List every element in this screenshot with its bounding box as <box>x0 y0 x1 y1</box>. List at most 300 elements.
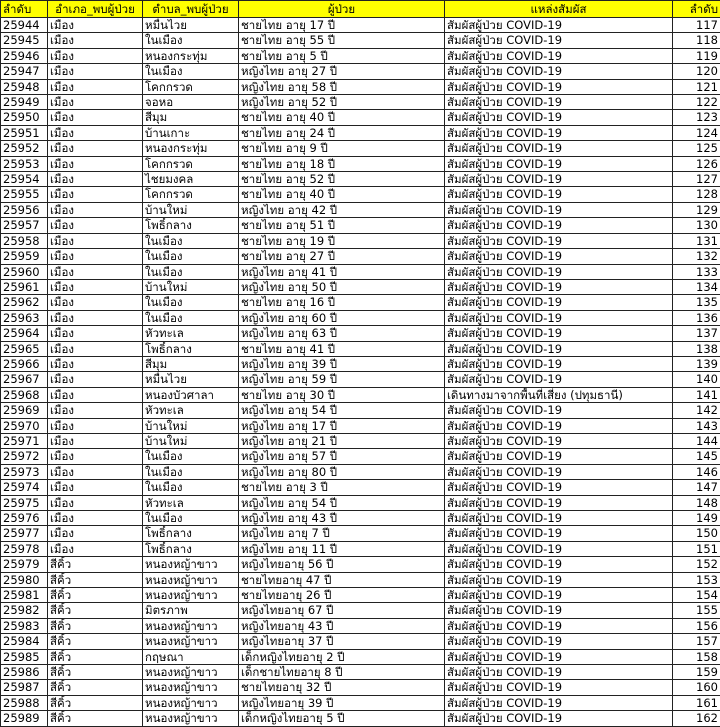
case-number-cell: 25958 <box>1 233 48 248</box>
table-row <box>1 264 720 279</box>
case-number-cell: 25961 <box>1 279 48 294</box>
district-cell: เมือง <box>48 95 143 110</box>
case-number-cell: 25979 <box>1 557 48 572</box>
case-number-cell: 25965 <box>1 341 48 356</box>
table-row <box>1 495 720 510</box>
subdistrict-cell: ไชยมงคล <box>143 172 239 187</box>
subdistrict-cell: หนองหญ้าขาว <box>143 634 239 649</box>
subdistrict-cell: โพธิ์กลาง <box>143 526 239 541</box>
table-row <box>1 202 720 217</box>
district-cell: เมือง <box>48 526 143 541</box>
patient-cell: เด็กหญิงไทยอายุ 2 ปี <box>239 649 445 664</box>
subdistrict-cell: หนองบัวศาลา <box>143 387 239 402</box>
case-number-cell: 25986 <box>1 665 48 680</box>
header-patient: ผู้ป่วย <box>239 1 445 18</box>
sequence-cell: 129 <box>673 202 720 217</box>
sequence-cell: 134 <box>673 279 720 294</box>
table-row <box>1 588 720 603</box>
subdistrict-cell: หนองหญ้าขาว <box>143 588 239 603</box>
exposure-source-cell: สัมผัสผู้ป่วย COVID-19 <box>445 511 673 526</box>
sequence-cell: 138 <box>673 341 720 356</box>
table-row <box>1 403 720 418</box>
district-cell: เมือง <box>48 495 143 510</box>
district-cell: เมือง <box>48 48 143 63</box>
patient-cell: หญิงไทย อายุ 60 ปี <box>239 310 445 325</box>
exposure-source-cell: สัมผัสผู้ป่วย COVID-19 <box>445 618 673 633</box>
subdistrict-cell: หนองหญ้าขาว <box>143 618 239 633</box>
table-row <box>1 372 720 387</box>
patient-cell: ชายไทย อายุ 55 ปี <box>239 33 445 48</box>
patient-cell: หญิงไทย อายุ 58 ปี <box>239 79 445 94</box>
table-body <box>1 18 720 727</box>
patient-cell: ชายไทย อายุ 24 ปี <box>239 125 445 140</box>
case-number-cell: 25948 <box>1 79 48 94</box>
patient-cell: หญิงไทย อายุ 57 ปี <box>239 449 445 464</box>
case-number-cell: 25944 <box>1 18 48 33</box>
district-cell: เมือง <box>48 187 143 202</box>
patient-cell: ชายไทย อายุ 27 ปี <box>239 249 445 264</box>
sequence-cell: 158 <box>673 649 720 664</box>
district-cell: เมือง <box>48 218 143 233</box>
sequence-cell: 145 <box>673 449 720 464</box>
table-row <box>1 680 720 695</box>
sequence-cell: 126 <box>673 156 720 171</box>
district-cell: สีคิ้ว <box>48 665 143 680</box>
subdistrict-cell: ในเมือง <box>143 511 239 526</box>
district-cell: สีคิ้ว <box>48 711 143 726</box>
subdistrict-cell: บ้านใหม่ <box>143 433 239 448</box>
patient-cell: หญิงไทย อายุ 27 ปี <box>239 64 445 79</box>
patient-cell: หญิงไทยอายุ 39 ปี <box>239 695 445 710</box>
district-cell: เมือง <box>48 403 143 418</box>
district-cell: เมือง <box>48 141 143 156</box>
case-number-cell: 25977 <box>1 526 48 541</box>
exposure-source-cell: สัมผัสผู้ป่วย COVID-19 <box>445 110 673 125</box>
sequence-cell: 133 <box>673 264 720 279</box>
case-number-cell: 25989 <box>1 711 48 726</box>
subdistrict-cell: ในเมือง <box>143 264 239 279</box>
case-number-cell: 25960 <box>1 264 48 279</box>
table-row <box>1 249 720 264</box>
exposure-source-cell: สัมผัสผู้ป่วย COVID-19 <box>445 326 673 341</box>
table-row <box>1 187 720 202</box>
patient-cell: หญิงไทย อายุ 54 ปี <box>239 495 445 510</box>
district-cell: เมือง <box>48 18 143 33</box>
table-row <box>1 356 720 371</box>
patient-cell: หญิงไทย อายุ 42 ปี <box>239 202 445 217</box>
district-cell: เมือง <box>48 341 143 356</box>
exposure-source-cell: สัมผัสผู้ป่วย COVID-19 <box>445 526 673 541</box>
district-cell: เมือง <box>48 110 143 125</box>
table-row <box>1 233 720 248</box>
subdistrict-cell: หมื่นไวย <box>143 18 239 33</box>
table-row <box>1 449 720 464</box>
case-number-cell: 25982 <box>1 603 48 618</box>
exposure-source-cell: สัมผัสผู้ป่วย COVID-19 <box>445 649 673 664</box>
patient-cell: หญิงไทยอายุ 56 ปี <box>239 557 445 572</box>
case-number-cell: 25976 <box>1 511 48 526</box>
exposure-source-cell: สัมผัสผู้ป่วย COVID-19 <box>445 202 673 217</box>
case-number-cell: 25985 <box>1 649 48 664</box>
patient-cell: เด็กหญิงไทยอายุ 5 ปี <box>239 711 445 726</box>
patient-cell: หญิงไทย อายุ 59 ปี <box>239 372 445 387</box>
sequence-cell: 144 <box>673 433 720 448</box>
exposure-source-cell: สัมผัสผู้ป่วย COVID-19 <box>445 249 673 264</box>
table-row <box>1 572 720 587</box>
sequence-cell: 118 <box>673 33 720 48</box>
sequence-cell: 146 <box>673 464 720 479</box>
subdistrict-cell: โพธิ์กลาง <box>143 541 239 556</box>
exposure-source-cell: สัมผัสผู้ป่วย COVID-19 <box>445 156 673 171</box>
patient-cell: ชายไทย อายุ 51 ปี <box>239 218 445 233</box>
case-number-cell: 25962 <box>1 295 48 310</box>
table-row <box>1 603 720 618</box>
table-row <box>1 526 720 541</box>
patient-cell: หญิงไทยอายุ 37 ปี <box>239 634 445 649</box>
district-cell: เมือง <box>48 449 143 464</box>
sequence-cell: 119 <box>673 48 720 63</box>
exposure-source-cell: สัมผัสผู้ป่วย COVID-19 <box>445 372 673 387</box>
table-row <box>1 464 720 479</box>
district-cell: เมือง <box>48 233 143 248</box>
exposure-source-cell: สัมผัสผู้ป่วย COVID-19 <box>445 680 673 695</box>
sequence-cell: 125 <box>673 141 720 156</box>
district-cell: เมือง <box>48 156 143 171</box>
sequence-cell: 156 <box>673 618 720 633</box>
subdistrict-cell: บ้านเกาะ <box>143 125 239 140</box>
exposure-source-cell: สัมผัสผู้ป่วย COVID-19 <box>445 264 673 279</box>
table-row <box>1 33 720 48</box>
patient-cell: ชายไทย อายุ 19 ปี <box>239 233 445 248</box>
exposure-source-cell: สัมผัสผู้ป่วย COVID-19 <box>445 665 673 680</box>
table-row <box>1 141 720 156</box>
subdistrict-cell: หัวทะเล <box>143 495 239 510</box>
district-cell: เมือง <box>48 295 143 310</box>
table-row <box>1 541 720 556</box>
subdistrict-cell: ในเมือง <box>143 310 239 325</box>
sequence-cell: 127 <box>673 172 720 187</box>
district-cell: เมือง <box>48 264 143 279</box>
exposure-source-cell: สัมผัสผู้ป่วย COVID-19 <box>445 418 673 433</box>
exposure-source-cell: สัมผัสผู้ป่วย COVID-19 <box>445 572 673 587</box>
patient-cell: ชายไทย อายุ 18 ปี <box>239 156 445 171</box>
sequence-cell: 124 <box>673 125 720 140</box>
exposure-source-cell: สัมผัสผู้ป่วย COVID-19 <box>445 95 673 110</box>
district-cell: เมือง <box>48 172 143 187</box>
table-row <box>1 172 720 187</box>
exposure-source-cell: สัมผัสผู้ป่วย COVID-19 <box>445 33 673 48</box>
district-cell: เมือง <box>48 356 143 371</box>
patient-cell: หญิงไทย อายุ 52 ปี <box>239 95 445 110</box>
subdistrict-cell: หัวทะเล <box>143 403 239 418</box>
patient-cell: ชายไทยอายุ 26 ปี <box>239 588 445 603</box>
district-cell: สีคิ้ว <box>48 695 143 710</box>
sequence-cell: 140 <box>673 372 720 387</box>
sequence-cell: 147 <box>673 480 720 495</box>
exposure-source-cell: สัมผัสผู้ป่วย COVID-19 <box>445 480 673 495</box>
district-cell: เมือง <box>48 326 143 341</box>
sequence-cell: 149 <box>673 511 720 526</box>
subdistrict-cell: บ้านใหม่ <box>143 279 239 294</box>
exposure-source-cell: สัมผัสผู้ป่วย COVID-19 <box>445 341 673 356</box>
district-cell: เมือง <box>48 480 143 495</box>
case-number-cell: 25954 <box>1 172 48 187</box>
case-number-cell: 25949 <box>1 95 48 110</box>
case-number-cell: 25950 <box>1 110 48 125</box>
exposure-source-cell: สัมผัสผู้ป่วย COVID-19 <box>445 695 673 710</box>
exposure-source-cell: สัมผัสผู้ป่วย COVID-19 <box>445 141 673 156</box>
header-district: อำเภอ_พบผู้ป่วย <box>48 1 143 18</box>
patient-cell: ชายไทย อายุ 40 ปี <box>239 110 445 125</box>
district-cell: สีคิ้ว <box>48 618 143 633</box>
case-number-cell: 25966 <box>1 356 48 371</box>
subdistrict-cell: ในเมือง <box>143 480 239 495</box>
patient-cell: ชายไทย อายุ 17 ปี <box>239 18 445 33</box>
subdistrict-cell: โคกกรวด <box>143 79 239 94</box>
case-number-cell: 25980 <box>1 572 48 587</box>
subdistrict-cell: ในเมือง <box>143 233 239 248</box>
district-cell: เมือง <box>48 464 143 479</box>
sequence-cell: 160 <box>673 680 720 695</box>
exposure-source-cell: สัมผัสผู้ป่วย COVID-19 <box>445 495 673 510</box>
case-number-cell: 25987 <box>1 680 48 695</box>
exposure-source-cell: สัมผัสผู้ป่วย COVID-19 <box>445 310 673 325</box>
district-cell: เมือง <box>48 372 143 387</box>
sequence-cell: 151 <box>673 541 720 556</box>
table-row <box>1 310 720 325</box>
subdistrict-cell: บ้านใหม่ <box>143 418 239 433</box>
sequence-cell: 141 <box>673 387 720 402</box>
table-row <box>1 48 720 63</box>
exposure-source-cell: สัมผัสผู้ป่วย COVID-19 <box>445 449 673 464</box>
district-cell: สีคิ้ว <box>48 603 143 618</box>
district-cell: เมือง <box>48 511 143 526</box>
subdistrict-cell: หนองหญ้าขาว <box>143 680 239 695</box>
exposure-source-cell: สัมผัสผู้ป่วย COVID-19 <box>445 634 673 649</box>
exposure-source-cell: สัมผัสผู้ป่วย COVID-19 <box>445 172 673 187</box>
patient-cell: ชายไทย อายุ 5 ปี <box>239 48 445 63</box>
patient-cell: ชายไทย อายุ 16 ปี <box>239 295 445 310</box>
sequence-cell: 131 <box>673 233 720 248</box>
exposure-source-cell: สัมผัสผู้ป่วย COVID-19 <box>445 588 673 603</box>
patient-cell: หญิงไทย อายุ 50 ปี <box>239 279 445 294</box>
subdistrict-cell: หมื่นไวย <box>143 372 239 387</box>
exposure-source-cell: สัมผัสผู้ป่วย COVID-19 <box>445 356 673 371</box>
case-number-cell: 25956 <box>1 202 48 217</box>
sequence-cell: 123 <box>673 110 720 125</box>
exposure-source-cell: สัมผัสผู้ป่วย COVID-19 <box>445 464 673 479</box>
case-number-cell: 25967 <box>1 372 48 387</box>
sequence-cell: 128 <box>673 187 720 202</box>
table-row <box>1 649 720 664</box>
exposure-source-cell: สัมผัสผู้ป่วย COVID-19 <box>445 557 673 572</box>
case-number-cell: 25975 <box>1 495 48 510</box>
patient-cell: ชายไทย อายุ 41 ปี <box>239 341 445 356</box>
case-number-cell: 25973 <box>1 464 48 479</box>
header-sequence: ลำดับ <box>673 1 720 18</box>
patient-cell: หญิงไทย อายุ 39 ปี <box>239 356 445 371</box>
case-number-cell: 25968 <box>1 387 48 402</box>
exposure-source-cell: สัมผัสผู้ป่วย COVID-19 <box>445 711 673 726</box>
table-row <box>1 279 720 294</box>
patient-cell: หญิงไทย อายุ 17 ปี <box>239 418 445 433</box>
sequence-cell: 122 <box>673 95 720 110</box>
case-number-cell: 25957 <box>1 218 48 233</box>
sequence-cell: 152 <box>673 557 720 572</box>
table-row <box>1 387 720 402</box>
exposure-source-cell: สัมผัสผู้ป่วย COVID-19 <box>445 187 673 202</box>
header-row <box>1 1 720 18</box>
patient-cell: เด็กชายไทยอายุ 8 ปี <box>239 665 445 680</box>
case-number-cell: 25971 <box>1 433 48 448</box>
district-cell: เมือง <box>48 125 143 140</box>
subdistrict-cell: สีมุม <box>143 356 239 371</box>
table-row <box>1 218 720 233</box>
case-number-cell: 25984 <box>1 634 48 649</box>
district-cell: สีคิ้ว <box>48 572 143 587</box>
table-row <box>1 18 720 33</box>
exposure-source-cell: สัมผัสผู้ป่วย COVID-19 <box>445 403 673 418</box>
district-cell: เมือง <box>48 387 143 402</box>
case-number-cell: 25955 <box>1 187 48 202</box>
district-cell: เมือง <box>48 249 143 264</box>
subdistrict-cell: หนองกระทุ่ม <box>143 48 239 63</box>
table-row <box>1 665 720 680</box>
table-row <box>1 480 720 495</box>
sequence-cell: 132 <box>673 249 720 264</box>
exposure-source-cell: เดินทางมาจากพื้นที่เสี่ยง (ปทุมธานี) <box>445 387 673 402</box>
table-row <box>1 156 720 171</box>
subdistrict-cell: ในเมือง <box>143 249 239 264</box>
subdistrict-cell: หนองหญ้าขาว <box>143 557 239 572</box>
table-row <box>1 557 720 572</box>
case-number-cell: 25974 <box>1 480 48 495</box>
subdistrict-cell: โพธิ์กลาง <box>143 218 239 233</box>
patient-cell: หญิงไทย อายุ 43 ปี <box>239 511 445 526</box>
subdistrict-cell: ในเมือง <box>143 295 239 310</box>
subdistrict-cell: ในเมือง <box>143 449 239 464</box>
district-cell: เมือง <box>48 433 143 448</box>
exposure-source-cell: สัมผัสผู้ป่วย COVID-19 <box>445 48 673 63</box>
district-cell: เมือง <box>48 310 143 325</box>
table-header <box>1 1 720 18</box>
case-number-cell: 25978 <box>1 541 48 556</box>
patient-cell: หญิงไทย อายุ 11 ปี <box>239 541 445 556</box>
exposure-source-cell: สัมผัสผู้ป่วย COVID-19 <box>445 279 673 294</box>
case-number-cell: 25953 <box>1 156 48 171</box>
table-row <box>1 326 720 341</box>
subdistrict-cell: จอหอ <box>143 95 239 110</box>
exposure-source-cell: สัมผัสผู้ป่วย COVID-19 <box>445 295 673 310</box>
patient-cell: ชายไทย อายุ 3 ปี <box>239 480 445 495</box>
exposure-source-cell: สัมผัสผู้ป่วย COVID-19 <box>445 233 673 248</box>
case-number-cell: 25947 <box>1 64 48 79</box>
case-number-cell: 25970 <box>1 418 48 433</box>
patient-cell: หญิงไทย อายุ 63 ปี <box>239 326 445 341</box>
table-row <box>1 634 720 649</box>
exposure-source-cell: สัมผัสผู้ป่วย COVID-19 <box>445 541 673 556</box>
district-cell: เมือง <box>48 202 143 217</box>
table-row <box>1 511 720 526</box>
table-row <box>1 418 720 433</box>
subdistrict-cell: โคกกรวด <box>143 156 239 171</box>
exposure-source-cell: สัมผัสผู้ป่วย COVID-19 <box>445 18 673 33</box>
sequence-cell: 161 <box>673 695 720 710</box>
subdistrict-cell: ในเมือง <box>143 64 239 79</box>
header-case-number: ลำดับ <box>1 1 48 18</box>
subdistrict-cell: กฤษณา <box>143 649 239 664</box>
patient-cell: ชายไทย อายุ 30 ปี <box>239 387 445 402</box>
sequence-cell: 143 <box>673 418 720 433</box>
table-row <box>1 618 720 633</box>
patient-cell: ชายไทยอายุ 47 ปี <box>239 572 445 587</box>
exposure-source-cell: สัมผัสผู้ป่วย COVID-19 <box>445 125 673 140</box>
patient-cell: หญิงไทยอายุ 43 ปี <box>239 618 445 633</box>
sequence-cell: 155 <box>673 603 720 618</box>
exposure-source-cell: สัมผัสผู้ป่วย COVID-19 <box>445 79 673 94</box>
district-cell: สีคิ้ว <box>48 634 143 649</box>
table-row <box>1 95 720 110</box>
sequence-cell: 150 <box>673 526 720 541</box>
sequence-cell: 162 <box>673 711 720 726</box>
subdistrict-cell: โคกกรวด <box>143 187 239 202</box>
table-row <box>1 433 720 448</box>
case-number-cell: 25983 <box>1 618 48 633</box>
patient-cell: หญิงไทย อายุ 80 ปี <box>239 464 445 479</box>
sequence-cell: 153 <box>673 572 720 587</box>
subdistrict-cell: บ้านใหม่ <box>143 202 239 217</box>
subdistrict-cell: หนองกระทุ่ม <box>143 141 239 156</box>
case-number-cell: 25945 <box>1 33 48 48</box>
subdistrict-cell: สีมุม <box>143 110 239 125</box>
case-number-cell: 25964 <box>1 326 48 341</box>
header-subdistrict: ตำบล_พบผู้ป่วย <box>143 1 239 18</box>
sequence-cell: 117 <box>673 18 720 33</box>
patient-cell: หญิงไทยอายุ 67 ปี <box>239 603 445 618</box>
patient-cell: ชายไทย อายุ 52 ปี <box>239 172 445 187</box>
table-row <box>1 125 720 140</box>
sequence-cell: 157 <box>673 634 720 649</box>
district-cell: สีคิ้ว <box>48 588 143 603</box>
district-cell: สีคิ้ว <box>48 649 143 664</box>
subdistrict-cell: หนองหญ้าขาว <box>143 695 239 710</box>
exposure-source-cell: สัมผัสผู้ป่วย COVID-19 <box>445 603 673 618</box>
patient-cell: ชายไทย อายุ 9 ปี <box>239 141 445 156</box>
table-row <box>1 711 720 726</box>
sequence-cell: 148 <box>673 495 720 510</box>
case-number-cell: 25959 <box>1 249 48 264</box>
district-cell: สีคิ้ว <box>48 557 143 572</box>
exposure-source-cell: สัมผัสผู้ป่วย COVID-19 <box>445 218 673 233</box>
subdistrict-cell: หนองหญ้าขาว <box>143 665 239 680</box>
district-cell: สีคิ้ว <box>48 680 143 695</box>
subdistrict-cell: ในเมือง <box>143 464 239 479</box>
case-number-cell: 25963 <box>1 310 48 325</box>
subdistrict-cell: หัวทะเล <box>143 326 239 341</box>
sequence-cell: 136 <box>673 310 720 325</box>
patient-cell: หญิงไทย อายุ 41 ปี <box>239 264 445 279</box>
sequence-cell: 121 <box>673 79 720 94</box>
sequence-cell: 137 <box>673 326 720 341</box>
district-cell: เมือง <box>48 33 143 48</box>
district-cell: เมือง <box>48 64 143 79</box>
table-row <box>1 695 720 710</box>
sequence-cell: 139 <box>673 356 720 371</box>
table-row <box>1 295 720 310</box>
patient-cell: หญิงไทย อายุ 21 ปี <box>239 433 445 448</box>
district-cell: เมือง <box>48 279 143 294</box>
subdistrict-cell: โพธิ์กลาง <box>143 341 239 356</box>
